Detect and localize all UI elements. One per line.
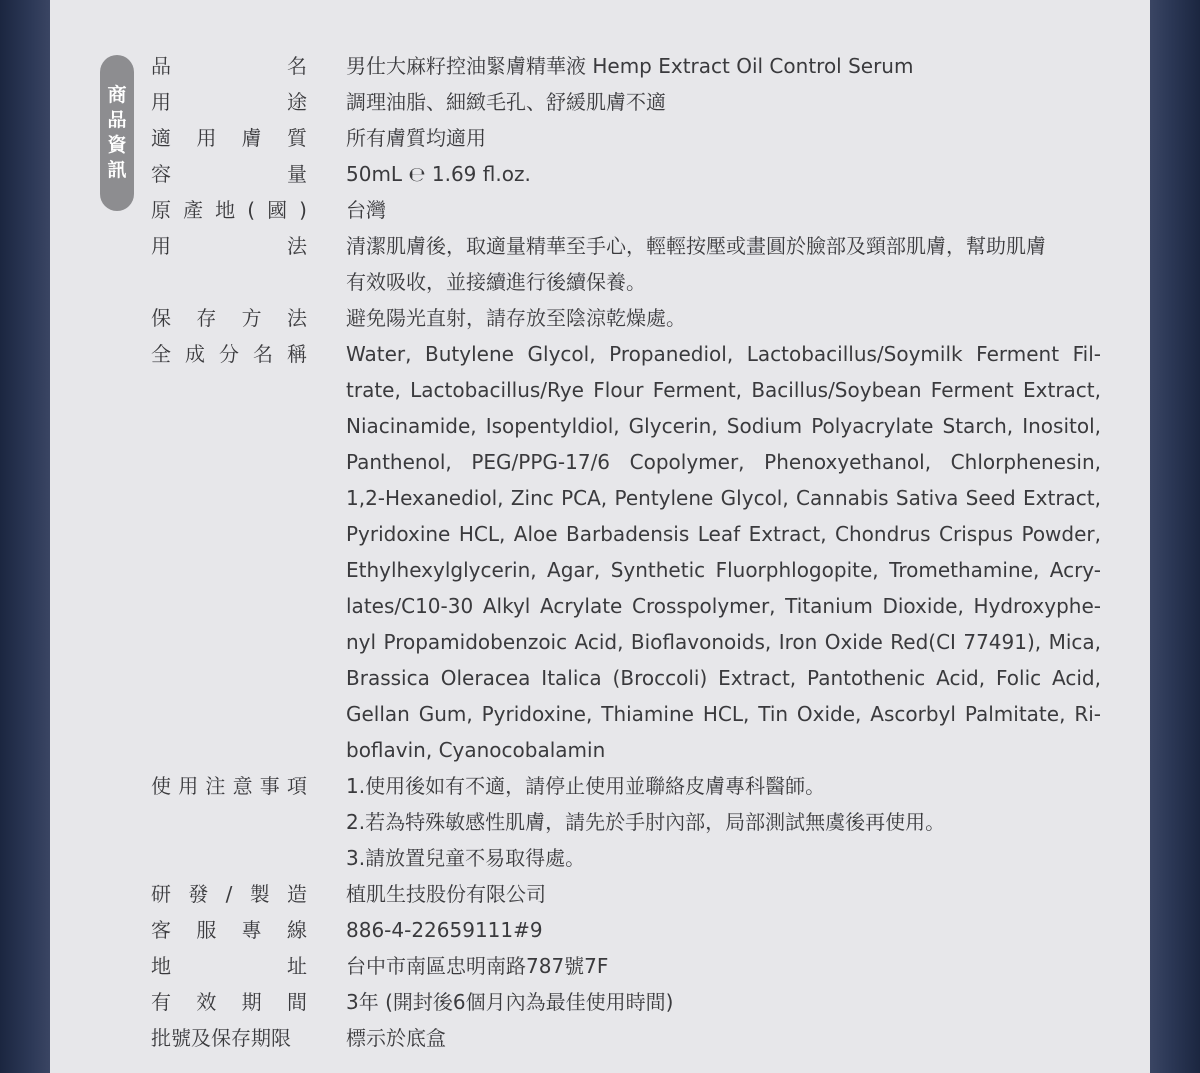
spec-label-char: 址 (287, 954, 307, 978)
spec-value-line: 台灣 (346, 198, 386, 222)
spec-value-line: lates/C10-30 Alkyl Acrylate Crosspolymer, Titanium Dioxide, Hydroxyphe- (346, 594, 1101, 618)
spec-label-char: 國 (267, 198, 288, 222)
spec-value (346, 876, 1101, 912)
spec-label (151, 912, 307, 948)
spec-value-line: Brassica Oleracea Italica (Broccoli) Extract, Pantothenic Acid, Folic Acid, (346, 666, 1101, 690)
section-tag-char: 訊 (107, 159, 127, 181)
spec-value-line: 清潔肌膚後，取適量精華至手心，輕輕按壓或畫圓於臉部及頸部肌膚，幫助肌膚 (346, 234, 1046, 258)
spec-value (346, 768, 1101, 876)
spec-value (346, 48, 1101, 84)
spec-label-char: 研 (151, 882, 171, 906)
spec-value-line: 3年 (開封後6個月內為最佳使用時間) (346, 990, 674, 1014)
spec-value-line: 台中市南區忠明南路787號7F (346, 954, 609, 978)
spec-label-char: 項 (286, 774, 307, 798)
spec-label-char: 線 (286, 918, 307, 942)
spec-label-char: 方 (241, 306, 262, 330)
spec-value (346, 1020, 1101, 1056)
spec-value (346, 948, 1101, 984)
spec-value-line: trate, Lactobacillus/Rye Flour Ferment, Bacillus/Soybean Ferment Extract, (346, 378, 1101, 402)
spec-label-char: 期 (241, 990, 262, 1014)
spec-value-line: 2.若為特殊敏感性肌膚，請先於手肘內部，局部測試無虞後再使用。 (346, 810, 946, 834)
spec-label (151, 948, 307, 984)
spec-label (151, 984, 307, 1020)
spec-value (346, 84, 1101, 120)
spec-value-line: 886-4-22659111#9 (346, 918, 543, 942)
section-tag-char: 資 (107, 134, 127, 156)
spec-label (151, 1020, 307, 1056)
spec-value (346, 336, 1101, 768)
spec-label-char: 服 (196, 918, 217, 942)
spec-label-char: 稱 (287, 342, 307, 366)
spec-value-line: Pyridoxine HCL, Aloe Barbadensis Leaf Extract, Chondrus Crispus Powder, (346, 522, 1101, 546)
spec-value-line: 所有膚質均適用 (346, 126, 486, 150)
spec-value (346, 156, 1101, 192)
spec-value-line: 植肌生技股份有限公司 (346, 882, 546, 906)
spec-label-char: 成 (185, 342, 205, 366)
spec-label-char: 名 (253, 342, 273, 366)
spec-label-char: 容 (151, 162, 171, 186)
spec-value (346, 984, 1101, 1020)
spec-value-line: nyl Propamidobenzoic Acid, Bioflavonoids, Iron Oxide Red(CI 77491), Mica, (346, 630, 1101, 654)
spec-label-char: 事 (259, 774, 280, 798)
spec-value-line: Ethylhexylglycerin, Agar, Synthetic Fluorphlogopite, Tromethamine, Acry- (346, 558, 1101, 582)
spec-value (346, 300, 1101, 336)
spec-label-char: 保 (151, 306, 171, 330)
spec-value (346, 192, 1101, 228)
spec-label (151, 192, 307, 228)
spec-value-line: 3.請放置兒童不易取得處。 (346, 846, 586, 870)
spec-label-char: 產 (183, 198, 204, 222)
spec-label-char: 質 (286, 126, 307, 150)
spec-value-line: 1,2-Hexanediol, Zinc PCA, Pentylene Glycol, Cannabis Sativa Seed Extract, (346, 486, 1101, 510)
section-tag-char: 品 (107, 109, 127, 131)
spec-label-char: 發 (188, 882, 209, 906)
spec-value (346, 228, 1101, 300)
spec-label (151, 48, 307, 84)
spec-value-line: Panthenol, PEG/PPG-17/6 Copolymer, Phenoxyethanol, Chlorphenesin, (346, 450, 1101, 474)
spec-label-char: 有 (151, 990, 171, 1014)
spec-label (151, 156, 307, 192)
spec-label-char: 用 (178, 774, 199, 798)
spec-label-char: 膚 (241, 126, 262, 150)
spec-label-char: / (225, 882, 233, 906)
spec-label-char: 存 (196, 306, 217, 330)
spec-label-char: 批號及保存期限 (151, 1026, 291, 1050)
spec-label-char: 分 (219, 342, 239, 366)
spec-value-line: 調理油脂、細緻毛孔、舒緩肌膚不適 (346, 90, 666, 114)
spec-value-line: Water, Butylene Glycol, Propanediol, Lactobacillus/Soymilk Ferment Fil- (346, 342, 1101, 366)
spec-label-char: 間 (286, 990, 307, 1014)
spec-label-char: 全 (151, 342, 171, 366)
spec-value-line: 1.使用後如有不適，請停止使用並聯絡皮膚專科醫師。 (346, 774, 826, 798)
spec-label-char: 製 (249, 882, 270, 906)
spec-value (346, 912, 1101, 948)
spec-label-char: 意 (232, 774, 253, 798)
spec-value-line: 有效吸收，並接續進行後續保養。 (346, 270, 646, 294)
spec-label-char: 地 (151, 954, 171, 978)
section-tag-char: 商 (107, 84, 127, 106)
spec-label-char: 地 (215, 198, 236, 222)
spec-label (151, 120, 307, 156)
spec-value (346, 120, 1101, 156)
spec-label-char: 名 (287, 54, 307, 78)
spec-label (151, 876, 307, 912)
spec-value-line: Niacinamide, Isopentyldiol, Glycerin, Sodium Polyacrylate Starch, Inositol, (346, 414, 1101, 438)
spec-label (151, 768, 307, 804)
spec-label-char: 原 (151, 198, 171, 222)
spec-label-char: 使 (151, 774, 171, 798)
spec-label-char: 用 (196, 126, 217, 150)
spec-label-char: 法 (287, 234, 307, 258)
spec-value-line: boflavin, Cyanocobalamin (346, 738, 606, 762)
spec-value-line: 避免陽光直射，請存放至陰涼乾燥處。 (346, 306, 686, 330)
spec-label-char: 效 (196, 990, 217, 1014)
spec-label-char: ( (247, 198, 255, 222)
spec-label-char: 專 (241, 918, 262, 942)
spec-value-line: 標示於底盒 (346, 1026, 446, 1050)
section-tag (100, 55, 134, 211)
spec-label-char: 造 (287, 882, 307, 906)
spec-label-char: 法 (286, 306, 307, 330)
spec-label-char: ) (299, 198, 307, 222)
spec-label-char: 用 (151, 90, 171, 114)
spec-label-char: 客 (151, 918, 171, 942)
spec-value-line: Gellan Gum, Pyridoxine, Thiamine HCL, Tin Oxide, Ascorbyl Palmitate, Ri- (346, 702, 1101, 726)
spec-label-char: 適 (151, 126, 171, 150)
spec-label-char: 用 (151, 234, 171, 258)
spec-label (151, 228, 307, 264)
spec-label-char: 量 (287, 162, 307, 186)
spec-value-line: 50mL ℮ 1.69 fl.oz. (346, 162, 531, 186)
spec-label (151, 84, 307, 120)
spec-label-char: 品 (151, 54, 171, 78)
spec-label-char: 注 (205, 774, 226, 798)
spec-label (151, 336, 307, 372)
spec-label-char: 途 (287, 90, 307, 114)
spec-value-line: 男仕大麻籽控油緊膚精華液 Hemp Extract Oil Control Serum (346, 54, 914, 78)
spec-label (151, 300, 307, 336)
